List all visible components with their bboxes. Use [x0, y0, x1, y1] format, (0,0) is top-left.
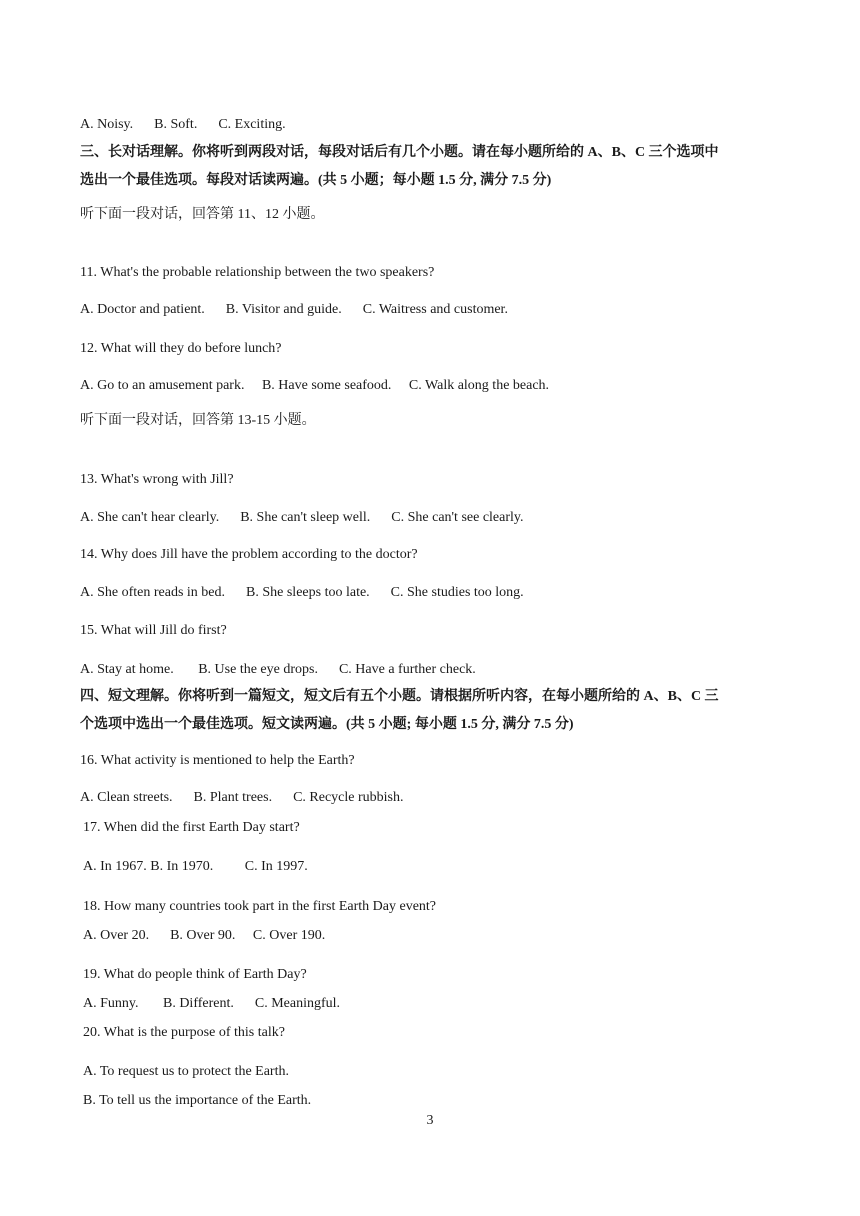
q16-question: 16. What activity is mentioned to help the Earth? — [80, 753, 355, 768]
q10-options: A. Noisy. B. Soft. C. Exciting. — [80, 117, 286, 132]
page-number: 3 — [426, 1113, 434, 1128]
section4-heading-line1: 四、短文理解。你将听到一篇短文，短文后有五个小题。请根据所听内容，在每小题所给的 A、B、C 三 — [80, 689, 719, 704]
q14-question: 14. Why does Jill have the problem according to the doctor? — [80, 547, 418, 562]
q14-options: A. She often reads in bed. B. She sleeps too late. C. She studies too long. — [80, 585, 524, 600]
section4-heading-line2: 个选项中选出一个最佳选项。短文读两遍。(共 5 小题; 每小题 1.5 分, 满分 7.5 分) — [80, 717, 574, 732]
section3-heading-line1: 三、长对话理解。你将听到两段对话，每段对话后有几个小题。请在每小题所给的 A、B、C 三个选项中 — [80, 145, 719, 160]
q19-options: A. Funny. B. Different. C. Meaningful. — [83, 996, 341, 1011]
q17-options: A. In 1967. B. In 1970. C. In 1997. — [83, 859, 308, 874]
dialog1-intro: 听下面一段对话，回答第 11、12 小题。 — [80, 207, 325, 222]
q18-question: 18. How many countries took part in the first Earth Day event? — [83, 899, 437, 914]
q13-question: 13. What's wrong with Jill? — [80, 472, 234, 487]
dialog2-intro: 听下面一段对话，回答第 13-15 小题。 — [80, 413, 316, 428]
q20-option-a: A. To request us to protect the Earth. — [83, 1064, 289, 1079]
q12-options: A. Go to an amusement park. B. Have some seafood. C. Walk along the beach. — [80, 378, 550, 393]
q11-question: 11. What's the probable relationship between the two speakers? — [80, 265, 435, 280]
q19-question: 19. What do people think of Earth Day? — [83, 967, 307, 982]
q16-options: A. Clean streets. B. Plant trees. C. Recycle rubbish. — [80, 790, 404, 805]
q15-question: 15. What will Jill do first? — [80, 623, 227, 638]
q15-options: A. Stay at home. B. Use the eye drops. C. Have a further check. — [80, 662, 476, 677]
q13-options: A. She can't hear clearly. B. She can't sleep well. C. She can't see clearly. — [80, 510, 524, 525]
q17-question: 17. When did the first Earth Day start? — [83, 820, 300, 835]
q11-options: A. Doctor and patient. B. Visitor and guide. C. Waitress and customer. — [80, 302, 508, 317]
q18-options: A. Over 20. B. Over 90. C. Over 190. — [83, 928, 326, 943]
q20-question: 20. What is the purpose of this talk? — [83, 1025, 285, 1040]
section3-heading-line2: 选出一个最佳选项。每段对话读两遍。(共 5 小题；每小题 1.5 分, 满分 7.5 分) — [80, 173, 552, 188]
q12-question: 12. What will they do before lunch? — [80, 341, 282, 356]
q20-option-b: B. To tell us the importance of the Earth. — [83, 1093, 312, 1108]
